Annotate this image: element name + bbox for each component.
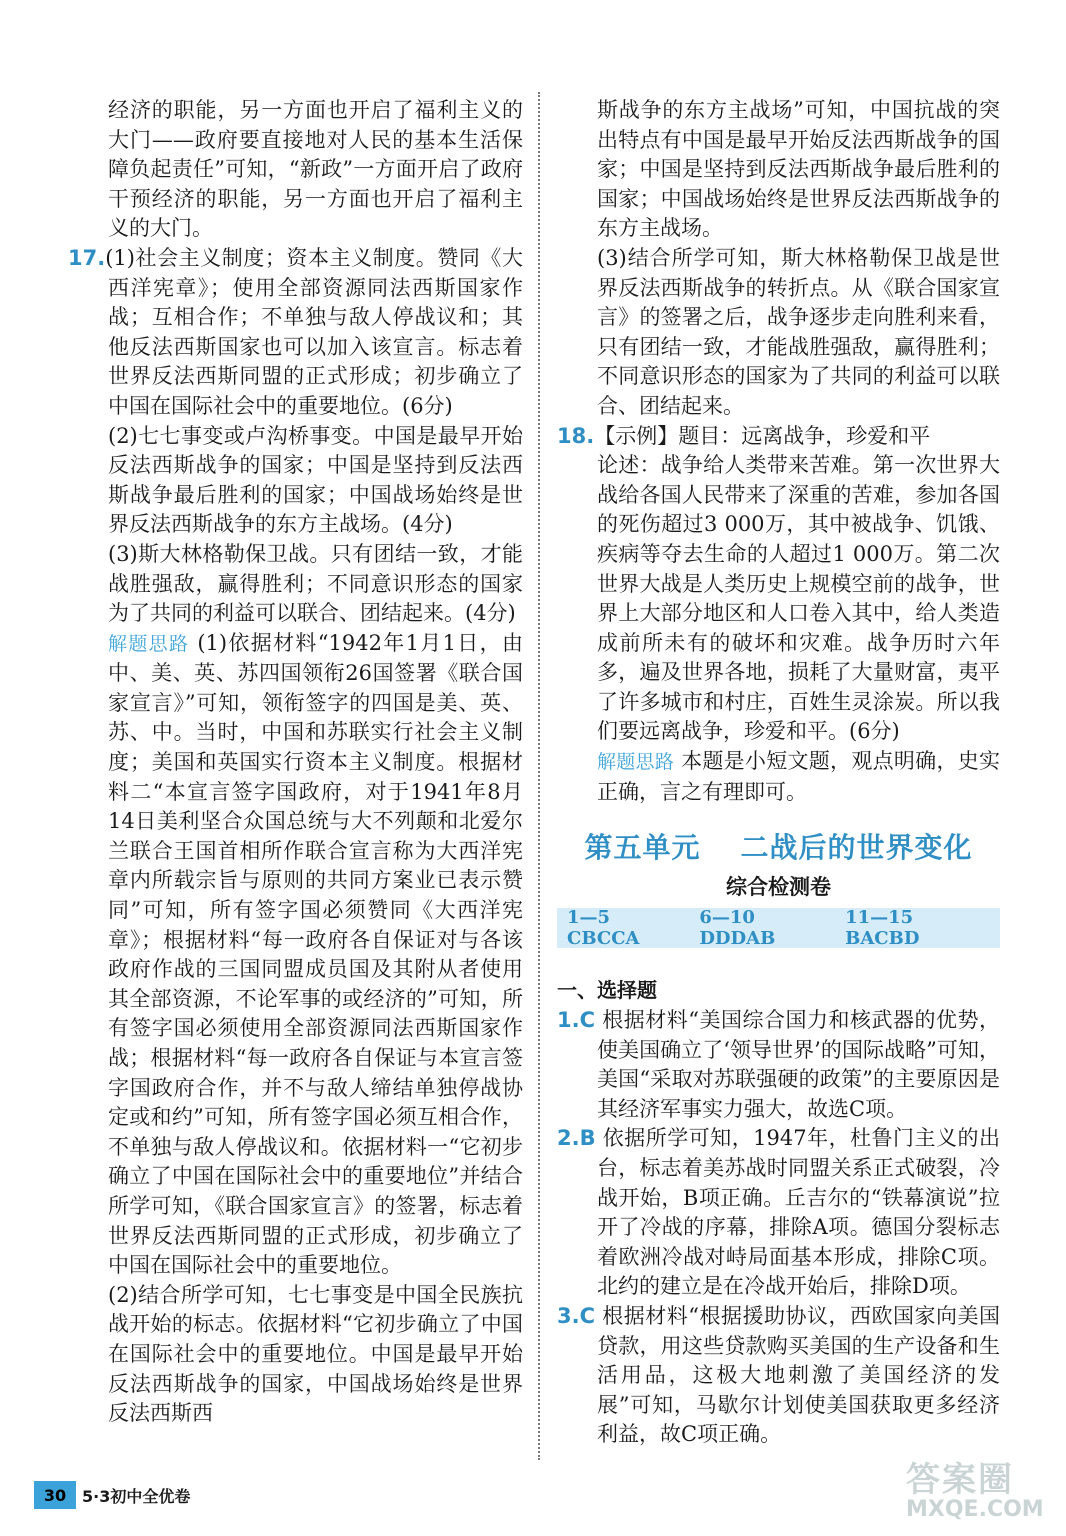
unit-title [557,826,1000,866]
analysis-label: 解题思路 [108,632,190,655]
column-divider [538,92,540,1460]
unit-title-number: 第五单元 [584,831,701,864]
right-continuation: 斯战争的东方主战场”可知，中国抗战的突出特点有中国是最早开始反法西斯战争的国家；中国是坚持到反法西斯战争最后胜利的国家；中国战场始终是世界反法西斯战争的东方主战场。 [597,98,1000,241]
answer-group-3: 11—15 BACBD [845,907,920,949]
answer-group-1: 1—5 CBCCA [567,907,640,949]
question-1-text: 根据材料“美国综合国力和核武器的优势，使美国确立了‘领导世界’的国际战略”可知，美国“采取对苏联强硬的政策”的主要原因是其经济军事实力强大，故选C项。 [597,1008,1000,1121]
watermark-logo: 答案圈 [906,1460,1014,1500]
q17-analysis-2: (2)结合所学可知，七七事变是中国全民族抗战开始的标志。依据材料“它初步确立了中国在国际社会中的重要地位。中国是最早开始反法西斯战争的国家，中国战场始终是世界反法西斯西 [108,1282,523,1426]
right-column-top [557,96,1000,807]
right-column-bottom [557,1006,1000,1450]
sub-title: 综合检测卷 [726,875,831,899]
question-18-number: 18. [557,423,595,448]
question-3-text: 根据材料“根据援助协议，西欧国家向美国贷款，用这些贷款购买美国的生产设备和生活用品，这极大地刺激了美国经济的发展”可知，马歇尔计划使美国获取更多经济利益，故C项正确。 [597,1303,1000,1447]
question-2 [557,1124,1000,1302]
q18-body: 论述：战争给人类带来苦难。第一次世界大战给各国人民带来了深重的苦难，参加各国的死伤超过3 000万，其中被战争、饥饿、疾病等夺去生命的人超过1 000万。第二次世界大战是人类历史上规模空前的战争，世界上大部分地区和人口卷入其中，给人类造成前所未有的破坏和灾难。战争历时六年多，遍及世界各地，损耗了大量财富，夷平了许多城市和村庄，百姓生灵涂炭。所以我们要远离战争，珍爱和平。(6分) [597,453,1000,744]
question-17 [68,244,523,422]
q18-analysis [557,747,1000,807]
answer-key-bar [557,908,1000,948]
q17-analysis-1-text: (1)依据材料“1942年1月1日，由中、美、英、苏四国领衔26国签署《联合国家宣言》”可知，领衔签字的四国是美、英、苏、中。当时，中国和苏联实行社会主义制度；美国和英国实行资本主义制度。根据材料二“本宣言签字国政府，对于1941年8月14日美利坚合众国总统与大不列颠和北爱尔兰联合王国首相所作联合宣言称为大西洋宪章内所载宗旨与原则的共同方案业已表示赞同”可知，所有签字国必须赞同《大西洋宪章》；根据材料“每一政府各自保证对与各该政府作战的三国同盟成员国及其附从者使用其全部资源，不论军事的或经济的”可知，所有签字国必须使用全部资源同法西斯国家作战；根据材料“每一政府各自保证与本宣言签字国政府合作，并不与敌人缔结单独停战协定或和约”可知，所有签字国必须互相合作，不单独与敌人停战议和。依据材料一“它初步确立了中国在国际社会中的重要地位”并结合所学可知，《联合国家宣言》的签署，标志着世界反法西斯同盟的正式形成，初步确立了中国在国际社会中的重要地位。 [108,630,523,1278]
question-2-number: 2.B [557,1126,596,1151]
q17-part1: (1)社会主义制度；资本主义制度。赞同《大西洋宪章》；使用全部资源同法西斯国家作战；互相合作；不单独与敌人停战议和；其他反法西斯国家也可以加入该宣言。标志着世界反法西斯同盟的正式形成；初步确立了中国在国际社会中的重要地位。(6分) [105,245,523,418]
book-brand: 5·3初中全优卷 [82,1487,191,1506]
q18-heading: 【示例】题目：远离战争，珍爱和平 [594,423,931,448]
question-2-text: 依据所学可知，1947年，杜鲁门主义的出台，标志着美苏战时同盟关系正式破裂，冷战开始，B项正确。丘吉尔的“铁幕演说”拉开了冷战的序幕，排除A项。德国分裂标志着欧洲冷战对峙局面基本形成，排除C项。北约的建立是在冷战开始后，排除D项。 [597,1126,1000,1299]
answer-group-2: 6—10 DDDAB [699,907,776,949]
question-3-number: 3.C [557,1303,596,1328]
question-1 [557,1006,1000,1124]
q17-analysis-3: (3)结合所学可知，斯大林格勒保卫战是世界反法西斯战争的转折点。从《联合国家宣言》的签署之后，战争逐步走向胜利来看，只有团结一致，才能战胜强敌，赢得胜利；不同意识形态的国家为了共同的利益可以联合、团结起来。 [597,245,1000,418]
section-heading: 一、选择题 [557,978,657,1002]
page-number: 30 [34,1481,76,1509]
q17-part2: (2)七七事变或卢沟桥事变。中国是最早开始反法西斯战争的国家；中国是坚持到反法西斯战争最后胜利的国家；中国战场始终是世界反法西斯战争的东方主战场。(4分) [108,423,523,537]
left-continuation: 经济的职能，另一方面也开启了福利主义的大门——政府要直接地对人民的基本生活保障负起责任”可知，“新政”一方面开启了政府干预经济的职能，另一方面也开启了福利主义的大门。 [108,98,523,241]
q18-analysis-label: 解题思路 [597,751,675,774]
q17-part3: (3)斯大林格勒保卫战。只有团结一致，才能战胜强敌，赢得胜利；不同意识形态的国家为了共同的利益可以联合、团结起来。(4分) [108,541,523,626]
unit-title-name: 二战后的世界变化 [740,831,973,864]
question-3 [557,1302,1000,1450]
watermark [906,1452,1056,1528]
question-17-number: 17. [68,245,106,270]
q17-analysis-1 [68,629,523,1281]
left-column [68,96,523,1429]
watermark-url: MXQE.COM [906,1497,1044,1522]
question-18 [557,422,1000,452]
question-1-number: 1.C [557,1008,596,1032]
q18-analysis-text: 本题是小短文题，观点明确，史实正确，言之有理即可。 [597,749,1000,804]
